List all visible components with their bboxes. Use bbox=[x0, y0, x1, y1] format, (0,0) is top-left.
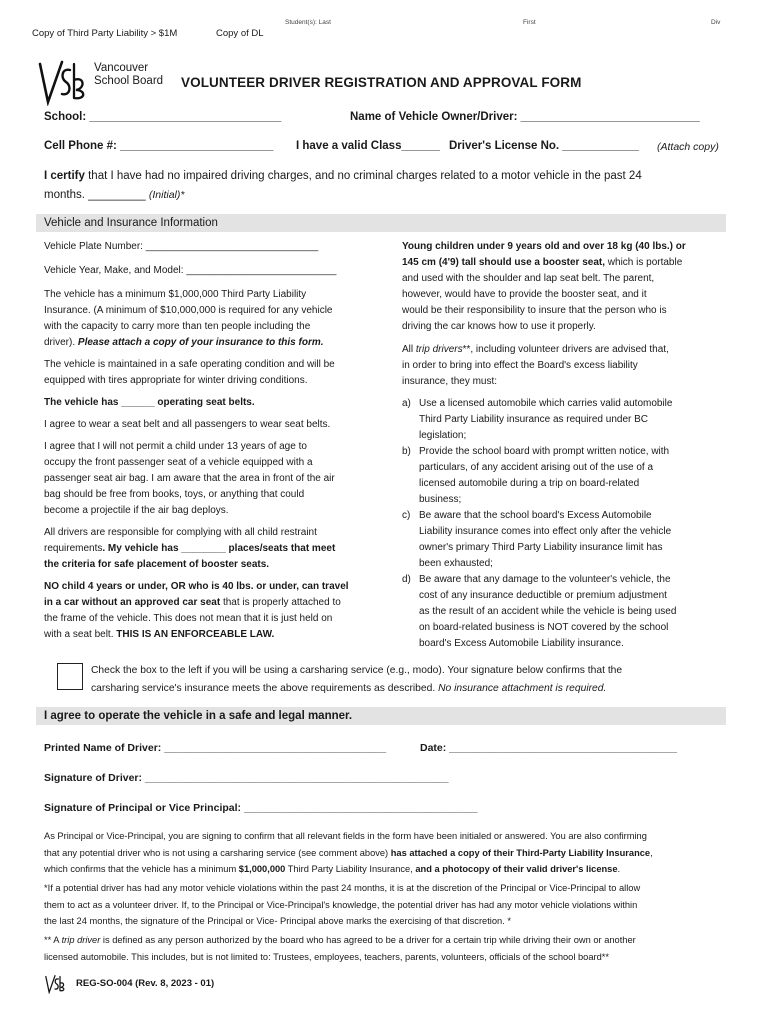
requirement-line: Use a licensed automobile which carries valid automobile bbox=[419, 398, 673, 409]
note1-line2a: that any potential driver who is not using a carsharing service (see comment above) bbox=[44, 847, 391, 858]
note2-line1: *If a potential driver has had any motor vehicle violations within the past 24 months, it is at the discretion of the Principal or Vice-Principal to allow bbox=[44, 883, 641, 893]
all-line2: in order to bring into effect the Board's excess liability bbox=[402, 360, 638, 371]
vsb-logo-mark bbox=[36, 58, 88, 106]
child-line5: become a projectile if the air bag deploys. bbox=[44, 505, 229, 516]
note3-line1c: is defined as any person authorized by the board who has agreed to be a driver for a certain trip while driving their own or another bbox=[100, 935, 636, 945]
resp-line2a: requirements bbox=[44, 543, 103, 554]
seat-belts-field[interactable]: The vehicle has ______ operating seat belts. bbox=[44, 397, 255, 408]
min-line2: Insurance. (A minimum of $10,000,000 is required for any vehicle bbox=[44, 305, 333, 316]
requirement-letter: d) bbox=[402, 574, 411, 585]
requirement-line: licensed automobile during a trip on board-related bbox=[419, 478, 640, 489]
law-line1: NO child 4 years or under, OR who is 40 lbs. or under, can travel bbox=[44, 581, 349, 592]
resp-line3: the criteria for safe placement of booster seats. bbox=[44, 559, 270, 570]
first-name-label: First bbox=[523, 19, 536, 26]
right-column bbox=[402, 239, 686, 652]
booster-places-field[interactable]: . My vehicle has ________ places/seats that meet bbox=[102, 543, 336, 554]
note1-line2c: , bbox=[650, 847, 653, 858]
note1-line3c: Third Party Liability Insurance, bbox=[285, 864, 416, 874]
requirement-line: on board-related business is NOT covered by the school bbox=[419, 622, 669, 633]
min-line3: with the capacity to carry more than ten people including the bbox=[44, 321, 311, 332]
young-line4: however, would have to provide the booster seat, and it bbox=[402, 289, 647, 300]
enforceable-law-note: THIS IS AN ENFORCEABLE LAW. bbox=[116, 629, 275, 640]
note2-line2: them to act as a volunteer driver. If, to the Principal or Vice-Principal's knowledge, the potential driver has had any motor vehicle violations within bbox=[44, 899, 638, 910]
requirement-line: Provide the school board with prompt written notice, with bbox=[419, 446, 670, 457]
vsb-logo-text bbox=[94, 62, 163, 88]
all-line1a: All bbox=[402, 344, 416, 355]
law-line2b: that is properly attached to bbox=[220, 597, 341, 608]
license-number-field[interactable]: Driver's License No. ____________ bbox=[449, 140, 640, 152]
vsb-logo bbox=[36, 58, 88, 106]
law-line2a: in a car without an approved car seat bbox=[44, 597, 221, 608]
law-line3: the frame of the vehicle. This does not mean that it is just held on bbox=[44, 613, 333, 624]
school-field[interactable]: School: ______________________________ bbox=[44, 111, 282, 123]
principal-note bbox=[44, 828, 653, 878]
carshare-line1: Check the box to the left if you will be using a carsharing service (e.g., modo). Your signature below confirms that the bbox=[91, 665, 623, 676]
requirement-line: Be aware that any damage to the volunteer's vehicle, the bbox=[419, 574, 671, 585]
maintenance-text bbox=[44, 357, 349, 389]
date-field[interactable]: Date: _______________________________________ bbox=[420, 742, 677, 754]
requirement-line: Third Party Liability insurance as required under BC bbox=[419, 414, 648, 425]
trip-driver-definition bbox=[44, 932, 636, 965]
footer-vsb-mark bbox=[44, 974, 66, 994]
min-line1: The vehicle has a minimum $1,000,000 Third Party Liability bbox=[44, 289, 307, 300]
child-line4: bag should be free from books, toys, or anything that could bbox=[44, 489, 305, 500]
requirement-letter: c) bbox=[402, 510, 411, 521]
min-line4a: driver). bbox=[44, 337, 78, 348]
requirement-line: owner's primary Third Party Liability insurance limit has bbox=[419, 542, 663, 553]
note2-line3: the last 24 months, the signature of the Principal or Vice- Principal above marks the exercising of that discretion. * bbox=[44, 916, 511, 926]
carshare-line2a: carsharing service's insurance meets the above requirements as described. bbox=[91, 683, 439, 694]
copy-dl-label: Copy of DL bbox=[216, 28, 264, 39]
young-line2b: which is portable bbox=[605, 257, 683, 268]
requirements-list bbox=[402, 396, 686, 652]
child-airbag-text bbox=[44, 439, 349, 519]
car-seat-law-text bbox=[44, 579, 349, 643]
requirement-letter: a) bbox=[402, 398, 411, 409]
footer-vsb-logo bbox=[44, 974, 66, 994]
young-line6: driving the car knows how to use it properly. bbox=[402, 321, 596, 332]
attach-insurance-note: Please attach a copy of your insurance to this form. bbox=[77, 337, 324, 348]
law-line4a: with a seat belt. bbox=[44, 629, 117, 640]
young-line2a: 145 cm (4'9) tall should use a booster seat, bbox=[402, 257, 606, 268]
child-restraint-text bbox=[44, 525, 349, 573]
form-code: REG-SO-004 (Rev. 8, 2023 - 01) bbox=[76, 978, 215, 989]
booster-seat-text bbox=[402, 239, 686, 335]
form-title: VOLUNTEER DRIVER REGISTRATION AND APPROVAL FORM bbox=[181, 75, 582, 90]
certify-lead: I certify bbox=[44, 170, 85, 182]
copy-tpl-label: Copy of Third Party Liability > $1M bbox=[32, 28, 178, 39]
all-line3: insurance, they must: bbox=[402, 376, 498, 387]
driver-signature-field[interactable]: Signature of Driver: ____________________________________________________ bbox=[44, 772, 449, 784]
requirement-item bbox=[402, 572, 686, 652]
minimum-insurance-text bbox=[44, 287, 349, 351]
note1-line3a: which confirms that the vehicle has a minimum bbox=[44, 864, 239, 874]
note1-line3e: . bbox=[617, 864, 621, 874]
logo-line2: School Board bbox=[94, 75, 164, 87]
carshare-text bbox=[91, 662, 622, 698]
certify-initial-field[interactable]: months. _________ bbox=[44, 189, 149, 201]
maint-line1: The vehicle is maintained in a safe operating condition and will be bbox=[44, 359, 335, 370]
certify-statement bbox=[44, 167, 642, 205]
requirement-line: as the result of an accident while the vehicle is being used bbox=[419, 606, 677, 617]
requirement-line: Liability insurance comes into effect only after the vehicle bbox=[419, 526, 672, 537]
note1-line1: As Principal or Vice-Principal, you are signing to confirm that all relevant fields in the form have been initialed or answered. You are also confirming bbox=[44, 831, 647, 841]
license-class-field[interactable]: I have a valid Class______ bbox=[296, 140, 440, 152]
principal-signature-field[interactable]: Signature of Principal or Vice Principal: ________________________________________ bbox=[44, 802, 478, 814]
trip-drivers-text bbox=[402, 342, 686, 390]
requirement-item bbox=[402, 508, 686, 572]
div-label: Div bbox=[711, 19, 721, 26]
note3-line1b: trip driver bbox=[61, 935, 101, 945]
logo-line1: Vancouver bbox=[94, 62, 149, 74]
requirement-item bbox=[402, 444, 686, 508]
child-line2: occupy the front passenger seat of a vehicle equipped with a bbox=[44, 457, 313, 468]
section-agree-safe: I agree to operate the vehicle in a safe and legal manner. bbox=[36, 707, 726, 725]
requirement-letter: b) bbox=[402, 446, 411, 457]
printed-name-field[interactable]: Printed Name of Driver: ______________________________________ bbox=[44, 742, 387, 754]
note3-line2: licensed automobile. This includes, but is not limited to: Trustees, employees, teachers, parents, volunteers, officials of the school board** bbox=[44, 951, 610, 962]
attach-copy-note: (Attach copy) bbox=[657, 141, 719, 153]
certify-initial-label: (Initial)* bbox=[148, 189, 185, 201]
young-line5: would be their responsibility to insure that the person who is bbox=[402, 305, 667, 316]
cell-phone-field[interactable]: Cell Phone #: ________________________ bbox=[44, 140, 274, 152]
child-line1: I agree that I will not permit a child under 13 years of age to bbox=[44, 441, 307, 452]
owner-field[interactable]: Name of Vehicle Owner/Driver: ____________________________ bbox=[350, 111, 700, 123]
carshare-checkbox[interactable] bbox=[57, 663, 83, 690]
requirement-line: business; bbox=[419, 494, 462, 505]
child-line3: passenger seat air bag. I am aware that the area in front of the air bbox=[44, 473, 335, 484]
section-vehicle-insurance: Vehicle and Insurance Information bbox=[36, 214, 726, 232]
agree-seatbelt-text: I agree to wear a seat belt and all passengers to wear seat belts. bbox=[44, 419, 331, 430]
plate-field[interactable]: Vehicle Plate Number: _______________________________ bbox=[44, 241, 319, 252]
requirement-item bbox=[402, 396, 686, 444]
note1-line2b: has attached a copy of their Third-Party Liability Insurance bbox=[390, 847, 651, 858]
note1-line3b: $1,000,000 bbox=[238, 864, 286, 874]
student-last-label: Student(s): Last bbox=[285, 19, 331, 26]
young-line3: and used with the shoulder and lap seat belt. The parent, bbox=[402, 273, 655, 284]
year-make-model-field[interactable]: Vehicle Year, Make, and Model: ___________________________ bbox=[44, 265, 337, 276]
requirement-line: legislation; bbox=[419, 430, 467, 441]
all-line1c: **, including volunteer drivers are advised that, bbox=[462, 344, 669, 355]
note1-line3d: and a photocopy of their valid driver's license bbox=[415, 864, 618, 874]
requirement-line: board's Excess Automobile Liability insurance. bbox=[419, 638, 624, 649]
young-line1: Young children under 9 years old and over 18 kg (40 lbs.) or bbox=[402, 241, 686, 252]
requirement-line: been exhausted; bbox=[419, 558, 493, 569]
requirement-line: cost of any insurance deductible or premium adjustment bbox=[419, 590, 667, 601]
requirement-line: Be aware that the school board's Excess Automobile bbox=[419, 510, 652, 521]
left-column bbox=[44, 239, 349, 643]
maint-line2: equipped with tires appropriate for winter driving conditions. bbox=[44, 375, 308, 386]
resp-line1: All drivers are responsible for complying with all child restraint bbox=[44, 527, 317, 538]
violations-note bbox=[44, 880, 640, 930]
all-line1b: trip drivers bbox=[415, 344, 463, 355]
note3-line1a: ** A bbox=[44, 935, 62, 945]
requirement-line: particulars, of any accident arising out of the use of a bbox=[419, 462, 654, 473]
carshare-line2b: No insurance attachment is required. bbox=[438, 683, 607, 694]
certify-text1: that I have had no impaired driving charges, and no criminal charges related to a motor vehicle in the past 24 bbox=[84, 170, 642, 182]
